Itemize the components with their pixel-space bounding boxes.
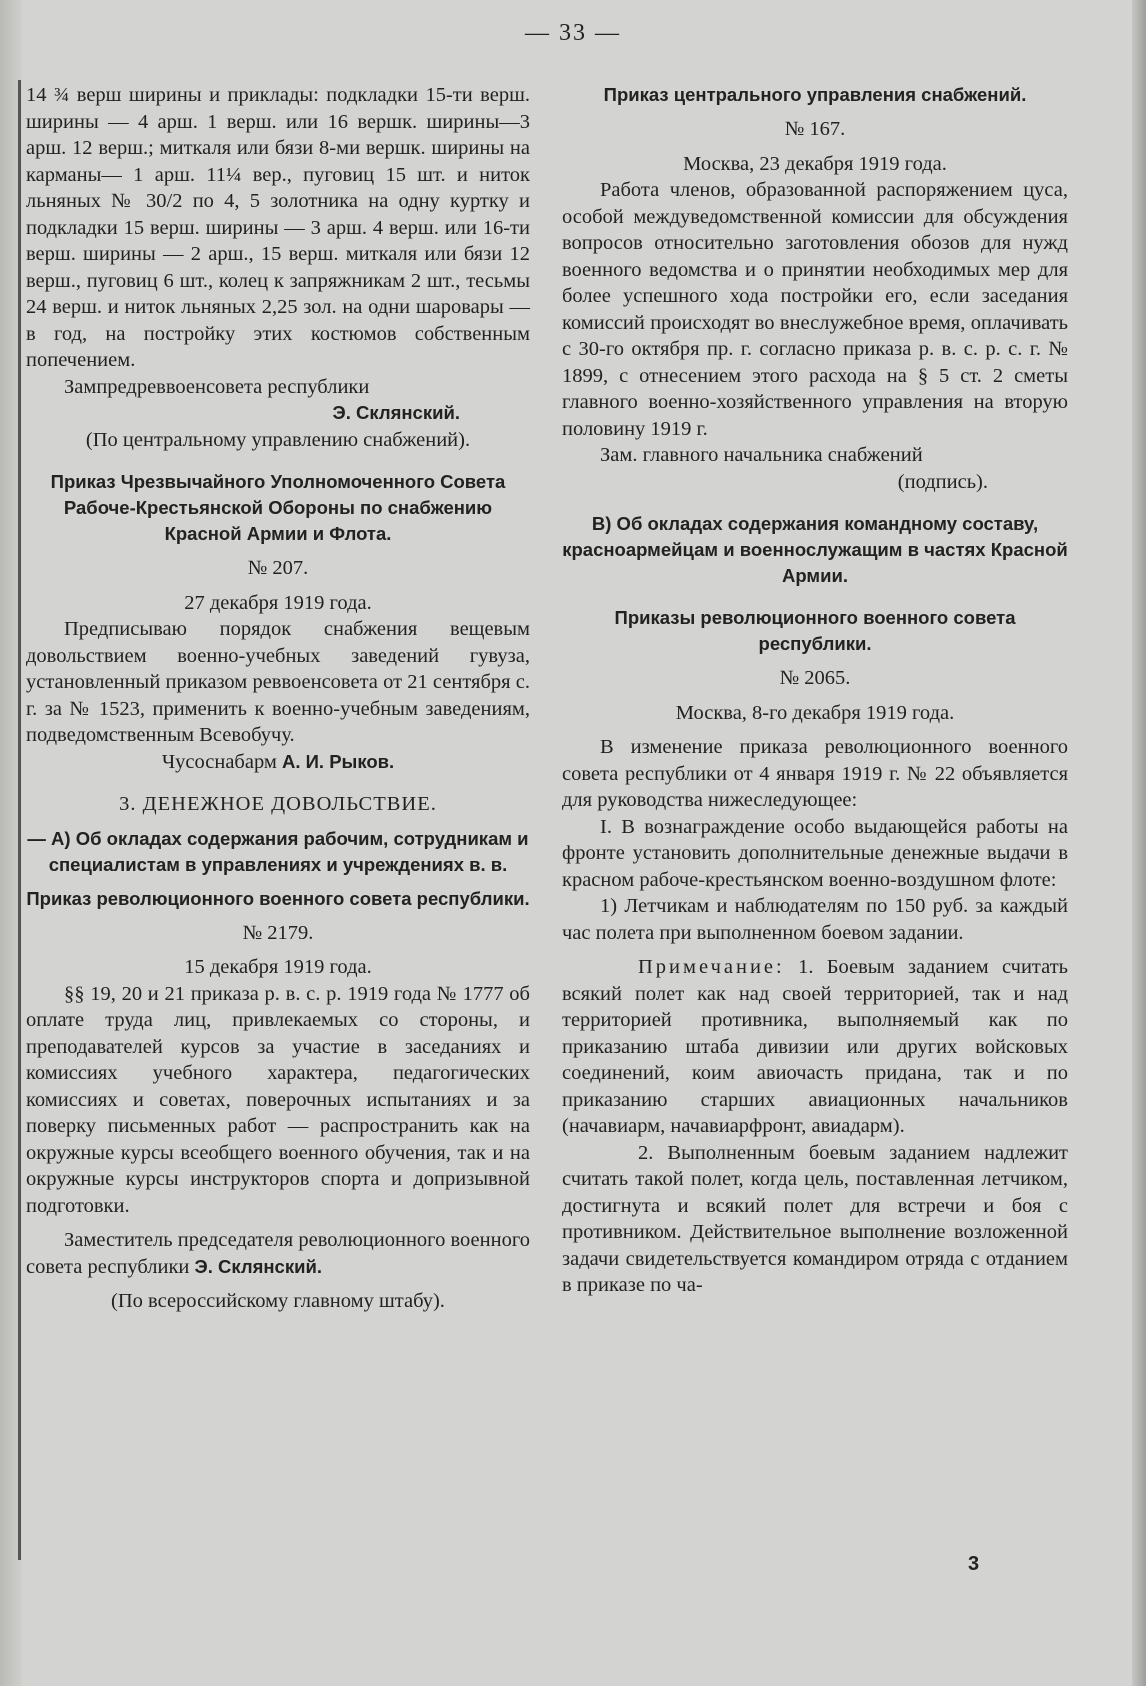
order-note	[562, 954, 1068, 1140]
order-heading: Приказы революционного военного совета республики.	[614, 607, 1016, 654]
signer-name: Э. Склянский.	[332, 402, 460, 423]
order-heading: Приказ революционного военного совета республики.	[26, 887, 530, 909]
order-date: Москва, 23 декабря 1919 года.	[683, 152, 947, 175]
order-note: 2. Выполненным боевым заданием надлежит считать такой полет, когда цель, поставленная летчиком, достигнута и всякий полет для встречи и боя с противником. Действительное выполнение возложенной задачи свидетельствуется командиром отряда с отданием в приказе по ча-	[562, 1141, 1068, 1296]
signature-mark: 3	[968, 1553, 980, 1575]
signer-title: Зампредреввоенсовета республики	[64, 375, 370, 398]
signer-name: Э. Склянский.	[194, 1255, 322, 1277]
left-column	[26, 82, 530, 1315]
note-text: 1. Боевым заданием считать всякий полет как над своей территорией, так и над территорией противника, выполняемый как по приказанию штаба дивизии или других войсковых соединений, коим авиочасть придана, так и по приказанию старших авиационных начальников (начавиарм, начавиарфронт, авиадарм).	[562, 956, 1068, 1137]
section-title: 3. ДЕНЕЖНОЕ ДОВОЛЬСТВИЕ.	[119, 793, 437, 815]
order-item: I. В вознаграждение особо выдающейся работы на фронте установить дополнительные денежные выдачи в красном рабоче-крестьянском военно-воздушном флоте:	[562, 815, 1068, 891]
subsection-heading: — А) Об окладах содержания рабочим, сотрудникам и специалистам в управлениях и учреждениях в. в.	[27, 827, 529, 875]
order-number: № 2065.	[779, 667, 851, 689]
order-date: 27 декабря 1919 года.	[184, 591, 372, 614]
page-edge-shadow	[1132, 0, 1146, 1686]
intro-paragraph: 14 ¾ верш ширины и приклады: подкладки 15-ти верш. ширины — 4 арш. 1 верш. или 16 вершк. ширины—3 арш. 12 верш.; миткаля или бязи 8-ми вершк. ширины на карманы— 1 арш. 11¼ вер., пуговиц 15 шт. и ниток льняных № 30/2 по 4, 5 золотника на одну куртку и подкладки 15 верш. ширины — 3 арш. 4 верш. или 16-ти верш. ширины — 2 арш., 15 верш. миткаля или бязи 12 верш., пуговиц 6 шт., колец к запряжникам 2 шт., тесьмы 24 верш. и ниток льняных 2,25 зол. на одни шаровары — в год, на постройку этих костюмов собственным попечением.	[26, 84, 530, 371]
order-date: 15 декабря 1919 года.	[184, 956, 372, 978]
routing-note: (По центральному управлению снабжений).	[85, 428, 471, 451]
order-intro: В изменение приказа революционного военного совета республики от 4 января 1919 г. № 22 объявляется для руководства нижеследующее:	[562, 736, 1068, 811]
order-subitem: 1) Летчикам и наблюдателям по 150 руб. за каждый час полета при выполненном боевом задании.	[562, 895, 1068, 944]
order-text: Предписываю порядок снабжения вещевым довольствием военно-учебных заведений гувуза, установленный приказом реввоенсовета от 21 сентября с. г. за № 1523, применить к военно-учебным заведениям, подведомственным Всевобучу.	[26, 618, 530, 746]
signer-title: Заместитель председателя революционного военного совета республики	[26, 1229, 530, 1278]
order-text: §§ 19, 20 и 21 приказа р. в. с. р. 1919 года № 1777 об оплате труда лиц, привлекаемых со стороны, и преподавателей курсов за участие в заседаниях и комиссиях учебного характера, педагогических комиссиях и советах, поверочных испытаниях и за поверку письменных работ — распространить как на окружные курсы всеобщего военного обучения, так и на окружные курсы инструкторов спорта и допризывной подготовки.	[26, 982, 530, 1217]
order-date: Москва, 8-го декабря 1919 года.	[675, 701, 955, 724]
order-signature	[26, 1227, 530, 1280]
order-number: № 207.	[247, 557, 309, 579]
binding-line	[18, 80, 21, 1560]
order-heading: Приказ Чрезвычайного Уполномоченного Совета Рабоче-Крестьянской Обороны по снабжению Красной Армии и Флота.	[50, 471, 506, 544]
note-label: Примечание:	[638, 956, 785, 978]
order-signature	[26, 749, 530, 776]
signer-title: Чусоснабарм	[161, 750, 277, 773]
signer-name: (подпись).	[897, 470, 988, 493]
order-heading: Приказ центрального управления снабжений.	[603, 84, 1027, 105]
page-number: — 33 —	[525, 20, 621, 46]
right-column	[562, 82, 1068, 1299]
signer-name: А. И. Рыков.	[281, 750, 395, 772]
order-number: № 2179.	[242, 921, 314, 944]
routing-note: (По всероссийскому главному штабу).	[111, 1290, 445, 1312]
signer-title: Зам. главного начальника снабжений	[600, 444, 923, 466]
order-text: Работа членов, образованной распоряжением цуса, особой междуведомственной комиссии для обсуждения вопросов относительно заготовления обозов для нужд военного ведомства и о принятии необходимых мер для более успешного хода постройки его, если заседания комиссий происходят во внеслужебное время, оплачивать с 30-го октября пр. г. согласно приказа р. в. с. р. с. г. № 1899, с отнесением этого расхода на § 5 ст. 2 сметы главного военно-хозяйственного управления на вторую половину 1919 г.	[562, 179, 1068, 440]
order-number: № 167.	[784, 118, 846, 140]
subsection-heading: В) Об окладах содержания командному составу, красноармейцам и военнослужащим в частях Красной Армии.	[562, 513, 1068, 586]
